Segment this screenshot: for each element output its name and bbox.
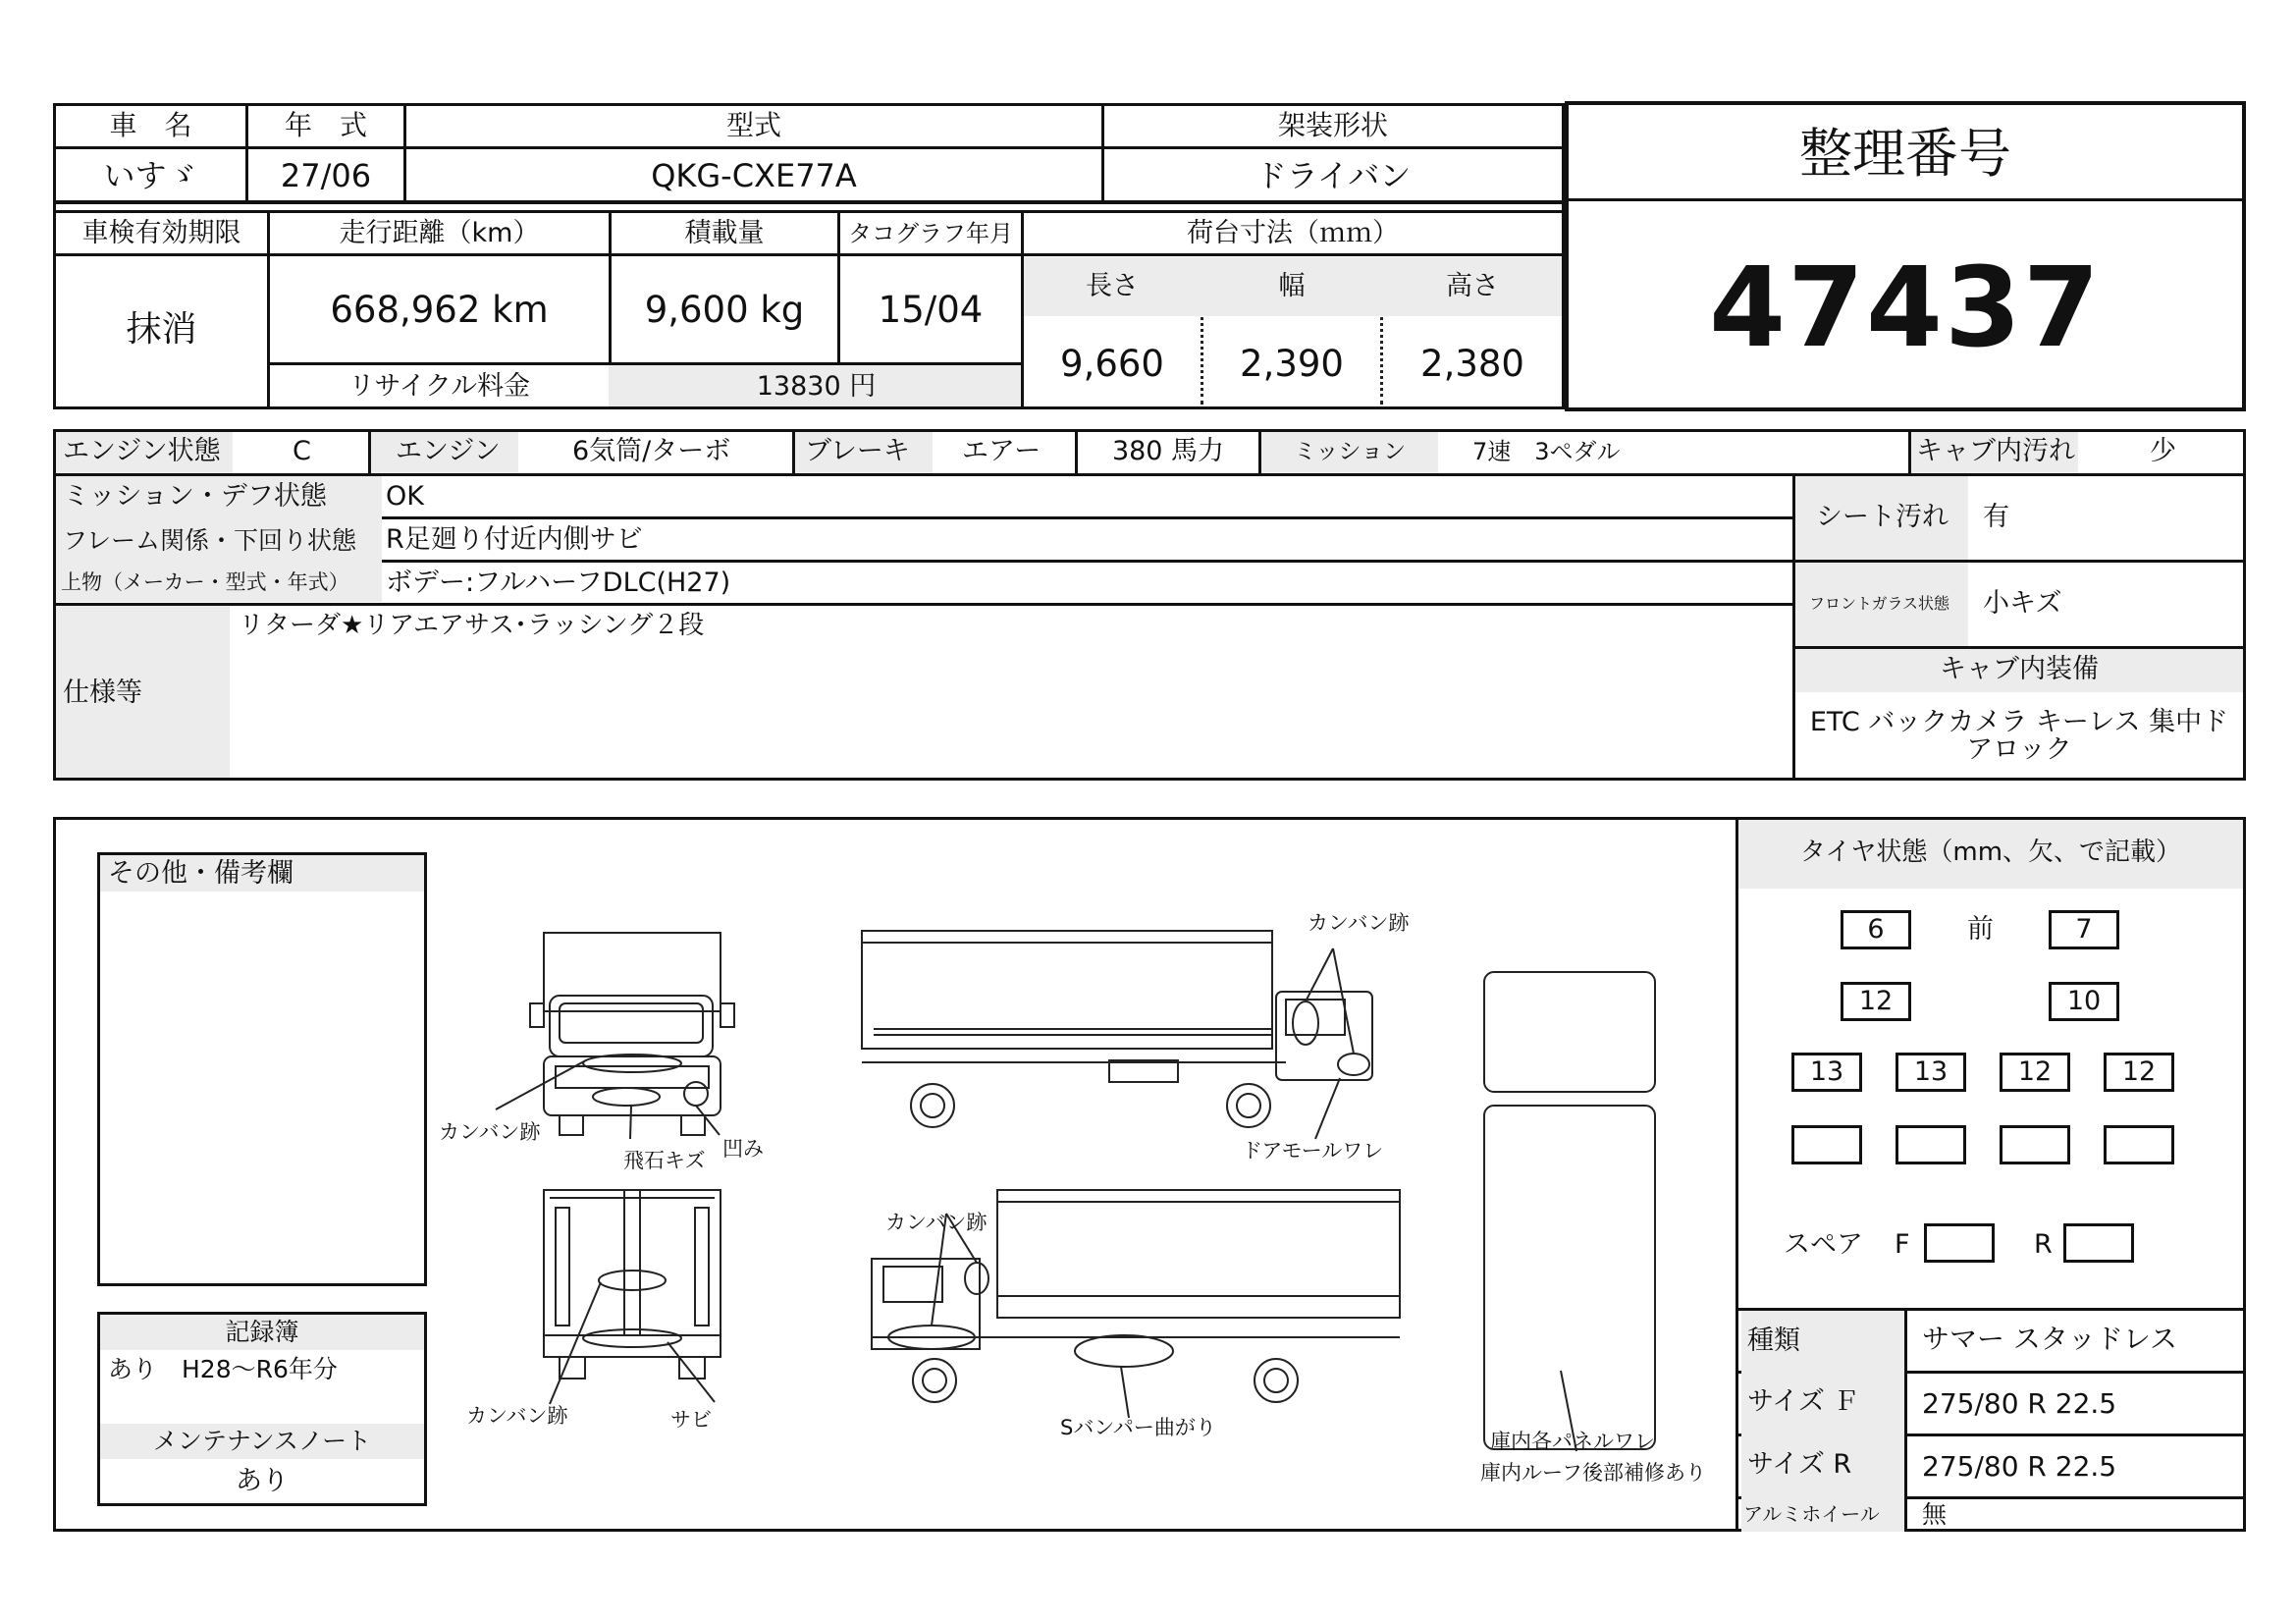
body-type-value: ドライバン [1255, 157, 1412, 194]
vehicle-diagram [422, 913, 1718, 1502]
ref-label: 整理番号 [1799, 123, 2011, 185]
spec-value: リターダ★リアエアサス･ラッシング２段 [239, 611, 705, 640]
tire-rear-1[interactable]: 13 [1791, 1053, 1862, 1092]
tire-rear-3[interactable]: 12 [2000, 1053, 2070, 1092]
brake-value: エアー [962, 436, 1041, 466]
seat-dirt-label: シート汚れ [1816, 502, 1949, 532]
remarks-box [97, 852, 427, 1286]
left-kanban-note: カンバン跡 [885, 1211, 988, 1234]
wheel-label: アルミホイール [1743, 1502, 1880, 1526]
frame-label: フレーム関係・下回り状態 [63, 526, 357, 555]
mission-value: 7速 3ペダル [1472, 438, 1621, 465]
side-kanban-note: カンバン跡 [1308, 911, 1410, 935]
tire-type-label: 種類 [1747, 1325, 1800, 1356]
mission-diff-value: OK [386, 481, 424, 512]
glass-label: フロントガラス状態 [1809, 594, 1950, 613]
capacity-value: 9,600 kg [644, 289, 805, 331]
mileage-value: 668,962 km [330, 289, 549, 331]
cab-dirt-label: キャブ内汚れ [1916, 436, 2075, 466]
length-value: 9,660 [1060, 343, 1164, 385]
height-label: 高さ [1446, 271, 1499, 301]
front-label: 前 [1967, 914, 1994, 945]
spec-label: 仕様等 [63, 677, 142, 708]
inner-note-1: 庫内各パネルワレ [1490, 1430, 1655, 1453]
model-label: 型式 [725, 109, 781, 141]
body-label: 上物（メーカー・型式・年式） [61, 570, 349, 594]
brake-label: ブレーキ [805, 436, 910, 466]
left-bumper-note: Sバンパー曲がり [1060, 1416, 1216, 1439]
cargo-label: 荷台寸法（ｍｍ） [1187, 218, 1399, 248]
spare-label: スペア [1784, 1229, 1863, 1260]
right-side-view-drawing [862, 931, 1372, 1139]
body-type-label: 架装形状 [1277, 109, 1388, 141]
front-view-drawing [496, 933, 734, 1139]
car-name-label: 車 名 [109, 109, 192, 141]
front-kanban-note: カンバン跡 [439, 1120, 541, 1144]
engine-value: 6気筒/ターボ [572, 436, 731, 466]
tire-rear2-3[interactable] [2000, 1125, 2070, 1164]
tire-type-value: サマー スタッドレス [1922, 1323, 2178, 1355]
spare-r-label: R [2034, 1229, 2053, 1260]
year-value: 27/06 [280, 157, 372, 194]
tire-row2-right[interactable]: 10 [2049, 982, 2119, 1021]
year-label: 年 式 [284, 109, 367, 141]
inspection-label: 車検有効期限 [81, 218, 241, 248]
size-r-label: サイズ R [1747, 1449, 1852, 1480]
capacity-label: 積載量 [684, 218, 765, 248]
engine-state-value: C [293, 436, 311, 466]
front-chip-note: 飛石キズ [623, 1149, 706, 1172]
tire-rear2-1[interactable] [1791, 1125, 1862, 1164]
tire-front-left[interactable]: 6 [1841, 910, 1911, 949]
rear-view-drawing [544, 1190, 721, 1404]
tacho-label: タコグラフ年月 [848, 220, 1013, 247]
engine-label: エンジン [396, 436, 501, 466]
car-name: いすゞ [103, 157, 198, 194]
cab-equip-line2: アロック [1966, 734, 2072, 765]
mission-diff-label: ミッション・デフ状態 [63, 481, 327, 512]
size-r-value: 275/80 R 22.5 [1922, 1450, 2117, 1483]
body-value: ボデー:フルハーフDLC(H27) [386, 568, 731, 598]
record-value: あり H28～R6年分 [108, 1355, 338, 1383]
size-f-label: サイズ Ｆ [1747, 1386, 1860, 1417]
mission-label: ミッション [1294, 439, 1407, 464]
cab-equip-label: キャブ内装備 [1940, 654, 2099, 684]
size-f-value: 275/80 R 22.5 [1922, 1387, 2117, 1420]
cargo-floor-drawing [1484, 972, 1655, 1451]
tire-rear2-2[interactable] [1896, 1125, 1966, 1164]
tire-front-right[interactable]: 7 [2049, 910, 2119, 949]
spare-r-box[interactable] [2063, 1223, 2134, 1263]
wheel-value: 無 [1922, 1500, 1948, 1529]
side-door-note: ドアモールワレ [1242, 1139, 1384, 1163]
inspection-value: 抹消 [126, 309, 197, 350]
front-dent-note: 凹み [722, 1137, 764, 1161]
ref-number: 47437 [1709, 244, 2102, 372]
cab-dirt-value: 少 [2150, 436, 2176, 466]
tire-rear-2[interactable]: 13 [1896, 1053, 1966, 1092]
frame-value: R足廻り付近内側サビ [386, 524, 643, 555]
inner-note-2: 庫内ルーフ後部補修あり [1480, 1461, 1706, 1485]
spare-f-box[interactable] [1924, 1223, 1995, 1263]
spare-f-label: F [1895, 1229, 1910, 1260]
recycle-label: リサイクル料金 [347, 371, 531, 402]
height-value: 2,380 [1420, 343, 1524, 385]
length-label: 長さ [1086, 271, 1139, 301]
mileage-label: 走行距離（km） [339, 218, 540, 248]
rear-kanban-note: カンバン跡 [466, 1404, 568, 1428]
model-value: QKG-CXE77A [651, 157, 857, 194]
seat-dirt-value: 有 [1983, 502, 2009, 532]
width-value: 2,390 [1240, 343, 1344, 385]
tire-title: タイヤ状態（mm、欠、で記載） [1799, 838, 2182, 867]
tacho-value: 15/04 [878, 289, 984, 331]
engine-state-label: エンジン状態 [63, 436, 221, 466]
width-label: 幅 [1278, 271, 1306, 301]
tire-row2-left[interactable]: 12 [1841, 982, 1911, 1021]
remarks-label: その他・備考欄 [108, 858, 294, 889]
cab-equip-line1: ETC バックカメラ キーレス 集中ド [1809, 707, 2229, 737]
record-label: 記録簿 [225, 1318, 299, 1346]
maint-label: メンテナンスノート [152, 1427, 372, 1455]
horsepower-value: 380 馬力 [1111, 436, 1225, 466]
maint-value: あり [236, 1466, 289, 1496]
tire-rear-4[interactable]: 12 [2104, 1053, 2174, 1092]
recycle-value: 13830 円 [756, 371, 877, 402]
glass-value: 小キズ [1983, 588, 2062, 619]
tire-rear2-4[interactable] [2104, 1125, 2174, 1164]
rear-rust-note: サビ [670, 1408, 712, 1432]
